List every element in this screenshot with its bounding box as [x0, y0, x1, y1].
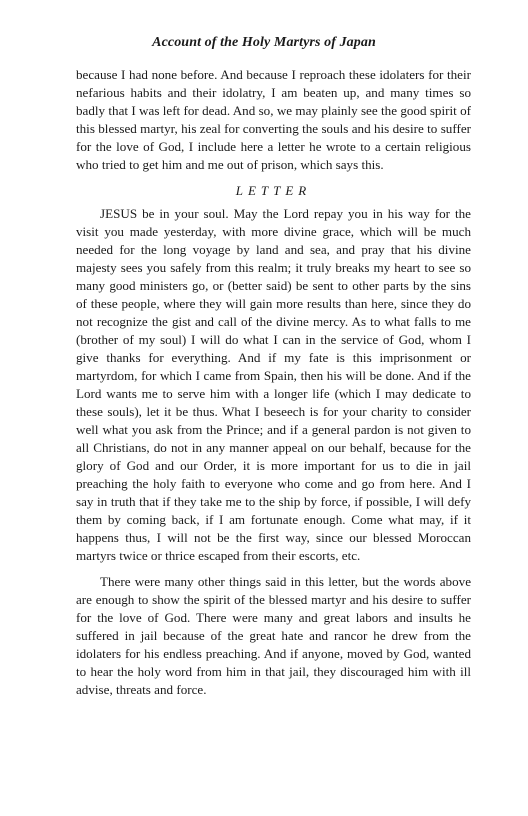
running-title: Account of the Holy Martyrs of Japan [152, 35, 376, 50]
paragraph-3: There were many other things said in this letter, but the words above are enough to show the spirit of the blessed martyr and his desire to suffer for the love of God. There were many and great labors and insults he suffered in jail because of the great hate and rancor he drew from the idolaters for his endless preaching. And if anyone, moved by God, wanted to hear the holy word from him in that jail, they discouraged him with ill advise, threats and force. [76, 574, 471, 697]
section-heading-letter: LETTER [235, 183, 312, 198]
body-text [76, 66, 471, 699]
paragraph-2-letter: JESUS be in your soul. May the Lord repay you in his way for the visit you made yesterday, with more divine grace, which will be much needed for the long voyage by land and sea, and pray that his divine majesty sees you safely from this realm; it truly breaks my heart to see so many good ministers go, or (better said) be sent to other parts by the sins of these people, where they will gain more results than here, since they do not recognize the gist and call of the divine mercy. As to what falls to me (brother of my soul) I will do what I can in the service of God, whom I give thanks for everything. And if my fate is this imprisonment or martyrdom, for which I came from Spain, then his will be done. And if the Lord wants me to serve him with a longer life (which I may dedicate to these souls), let it be thus. What I beseech is for your charity to consider well what you ask from the Prince; and if a general pardon is not given to all Christians, do not in any manner appeal on our behalf, because for the glory of God and our Order, it is more important for us to die in jail preaching the holy faith to everyone who come and go from here. And I say in truth that if they take me to the ship by force, if possible, I will defy them by coming back, if I am fortunate enough. Come what may, if it happens thus, I will not be the first way, since our blessed Moroccan martyrs twice or thrice escaped from their escorts, etc. [76, 206, 471, 563]
paragraph-gap [76, 565, 471, 573]
paragraph-1: because I had none before. And because I reproach these idolaters for their nefarious habits and their idolatry, I am beaten up, and many times so badly that I was left for dead. And so, we may plainly see the good spirit of this blessed martyr, his zeal for converting the souls and his desire to suffer for the love of God, I include here a letter he wrote to a certain religious who tried to get him and me out of prison, which says this. [76, 67, 471, 172]
